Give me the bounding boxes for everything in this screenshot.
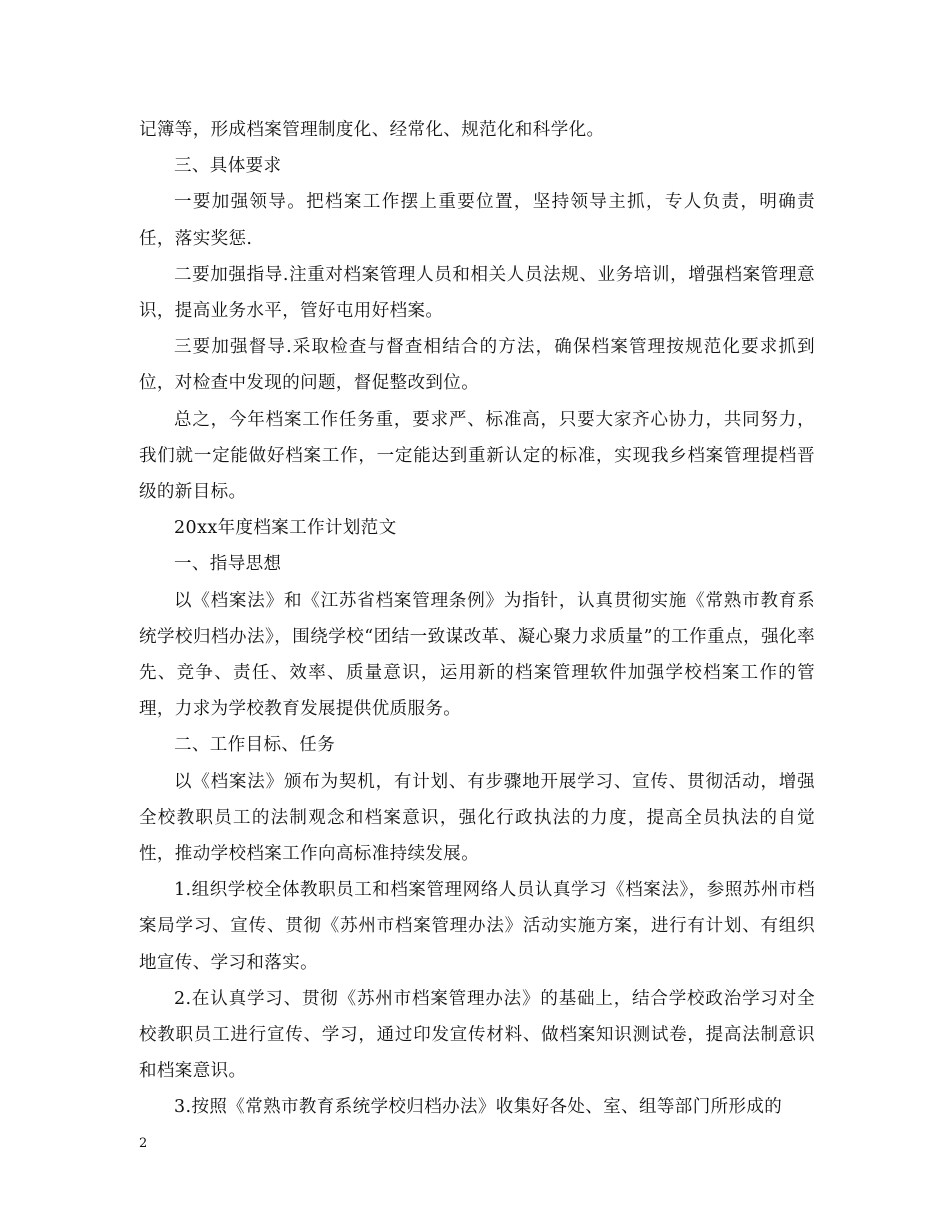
list-item: 2.在认真学习、贯彻《苏州市档案管理办法》的基础上，结合学校政治学习对全校教职员工进行宣传、学习，通过印发宣传材料、做档案知识测试卷，提高法制意识和档案意识。 [139,988,815,1082]
document-title: 20xx年度档案工作计划范文 [174,518,397,539]
section-heading: 三、具体要求 [174,156,282,177]
paragraph: 二要加强指导.注重对档案管理人员和相关人员法规、业务培训，增强档案管理意识，提高业务水平，管好屯用好档案。 [139,264,815,322]
section-heading: 一、指导思想 [174,554,282,575]
list-item: 3.按照《常熟市教育系统学校归档办法》收集好各处、室、组等部门所形成的 [174,1097,783,1118]
paragraph: 以《档案法》和《江苏省档案管理条例》为指针，认真贯彻实施《常熟市教育系统学校归档办法》，围绕学校“团结一致谋改革、凝心聚力求质量”的工作重点，强化率先、竞争、责任、效率、质量意识，运用新的档案管理软件加强学校档案工作的管理，力求为学校教育发展提供优质服务。 [139,590,815,720]
paragraph: 以《档案法》颁布为契机，有计划、有步骤地开展学习、宣传、贯彻活动，增强全校教职员工的法制观念和档案意识，强化行政执法的力度，提高全员执法的自觉性，推动学校档案工作向高标准持续发展。 [139,771,815,865]
paragraph: 一要加强领导。把档案工作摆上重要位置，坚持领导主抓，专人负责，明确责任，落实奖惩. [139,192,815,249]
list-item: 1.组织学校全体教职员工和档案管理网络人员认真学习《档案法》，参照苏州市档案局学习、宣传、贯彻《苏州市档案管理办法》活动实施方案，进行有计划、有组织地宣传、学习和落实。 [139,880,815,973]
page-number: 2 [139,1136,148,1151]
paragraph: 总之，今年档案工作任务重，要求严、标准高，只要大家齐心协力，共同努力，我们就一定能做好档案工作，一定能达到重新认定的标准，实现我乡档案管理提档晋级的新目标。 [139,409,815,503]
section-heading: 二、工作目标、任务 [174,735,336,756]
document-body [139,112,815,1126]
paragraph: 记簿等，形成档案管理制度化、经常化、规范化和科学化。 [139,120,605,140]
paragraph: 三要加强督导.采取检查与督查相结合的方法，确保档案管理按规范化要求抓到位，对检查中发现的问题，督促整改到位。 [139,337,815,394]
